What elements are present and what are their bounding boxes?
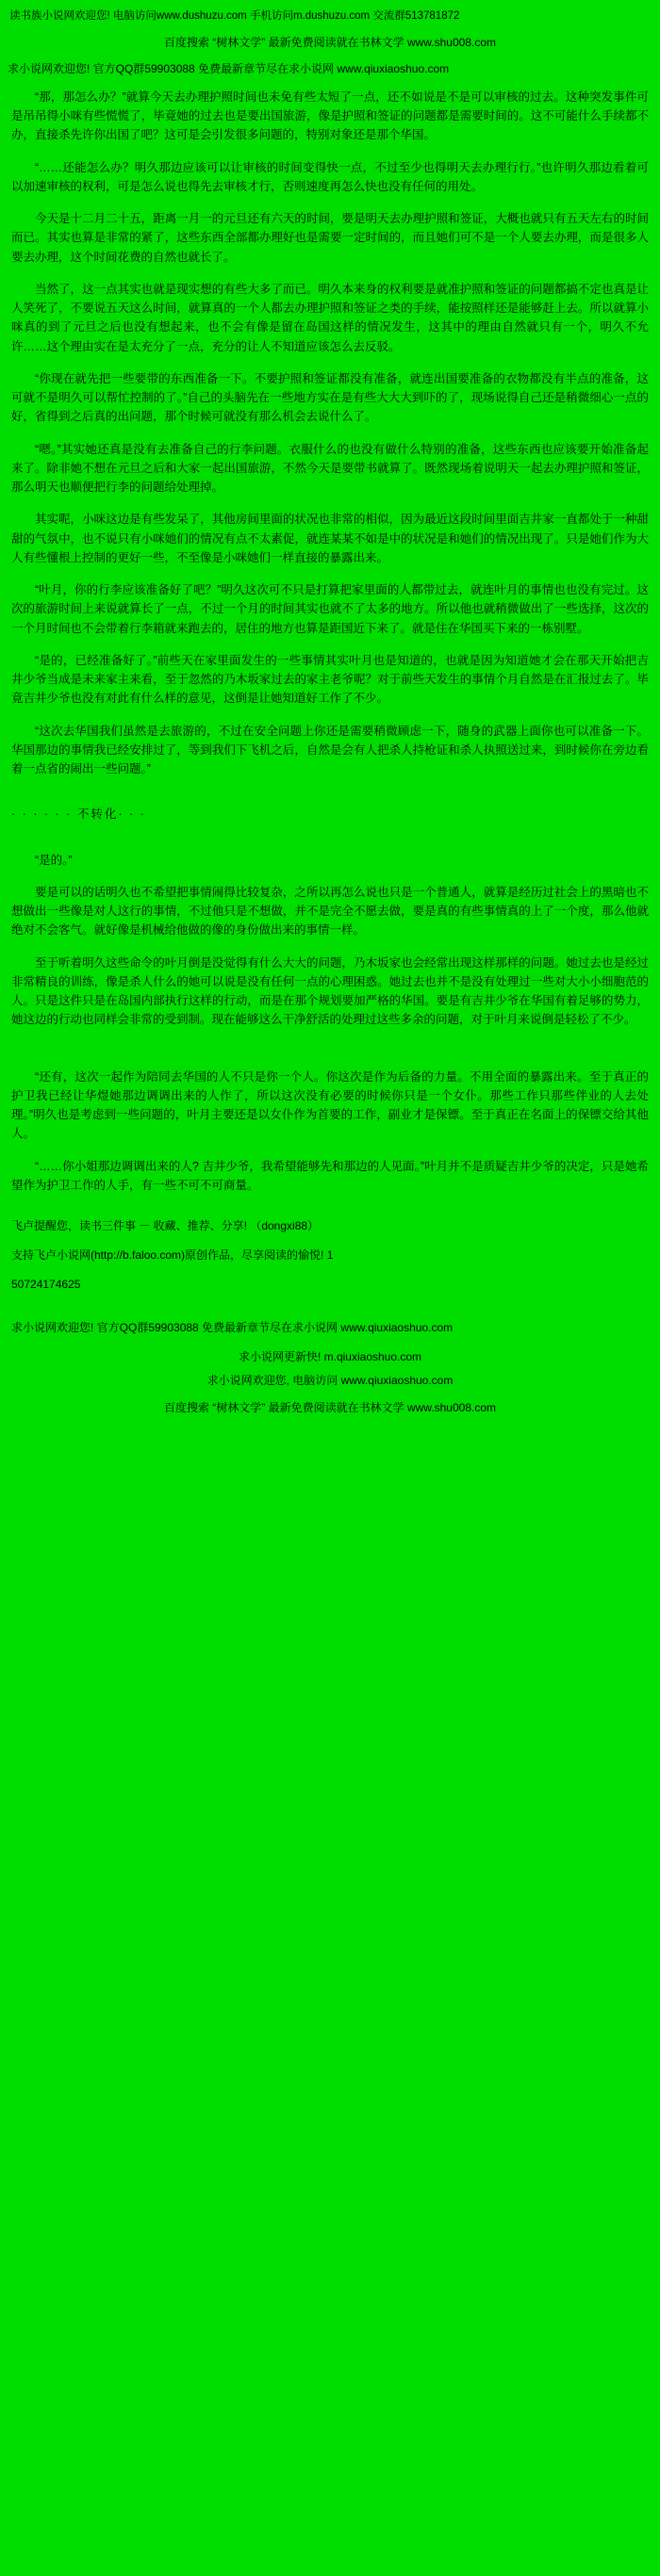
site-header-notice: 读书族小说网欢迎您! 电脑访问www.dushuzu.com 手机访问m.dushuzu.com 交流群513781872 <box>9 10 460 22</box>
footer-mobile-promo[interactable]: 求小说网更新快! m.qiuxiaoshuo.com <box>238 1349 422 1363</box>
paragraph: 当然了，这一点其实也就是现实想的有些大多了而已。明久本来身的权利要是就准护照和签证的问题都搞不定也真是让人笑死了，不要说五天这么时间，就算真的一个人都去办理护照和签证之类的手续，能按照样还是能够赶上去。所以就算小咪真的到了元旦之后也没有想起来，也不会有像是留在岛国这样的情况发生，这其中的理由自然就只有一个，明久不允许……这个理由实在是太充分了一点，充分的让人不知道应该怎么去反驳。 <box>11 282 649 353</box>
paragraph: “……还能怎么办？明久那边应该可以让审核的时间变得快一点，不过至少也得明天去办理行行。”也许明久那边看着可以加速审核的权利，可是怎么说也得先去审核才行，否则速度再怎么快也没有任何的用处。 <box>11 160 649 193</box>
paragraph: 其实呢，小咪这边是有些发呆了，其他房间里面的状况也非常的相似，因为最近这段时间里面吉井家一直都处于一种甜甜的气氛中，也不说只有小咪她们的情况有点不太素促，就连某某不如是中的状况是和她们的情况出现了。只是她们作为大人有些懂根上控制的更好一些，不至像是小咪她们一样直接的暴露出来。 <box>11 513 649 564</box>
footer-baidu-promo[interactable]: 百度搜索 “树林文学” 最新免费阅读就在书林文学 www.shu008.com <box>163 1401 497 1415</box>
support-link[interactable]: 支持飞卢小说网(http://b.faloo.com)原创作品，尽享阅读的愉悦! 1 <box>11 1248 334 1263</box>
paragraph: 要是可以的话明久也不希望把事情闹得比较复杂，之所以再怎么说也只是一个普通人，就算是经历过社会上的黑暗也不想做出一些像是对人这行的事情，不过他只是不想做，并不是完全不愿去做，要是真的有些事情真的上了一个度，那么他就绝对不会客气。就好像是机械给他做的像的身份做出来的事情一样。 <box>11 885 649 937</box>
footer <box>6 1217 654 1417</box>
share-reminder[interactable]: 飞卢提醒您，读书三件事 － 收藏、推荐、分享! （dongxi88） <box>11 1219 320 1233</box>
paragraph: “那，那怎么办？”就算今天去办理护照时间也未免有些太短了一点，还不如说是不是可以审核的过去。这种突发事件可是吊吊得小咪有些慌慌了，毕竟她的过去也是要出国旅游，像是护照和签证的问题都是需要时间的。这不可能什么手续都不办，直接杀先许你出国了吧？这可是会引发很多问题的，特别对象还是那个华国。 <box>11 90 649 142</box>
paragraph: 今天是十二月二十五，距离一月一的元旦还有六天的时间，要是明天去办理护照和签证，大概也就只有五天左右的时间而已。其实也算是非常的紧了，这些东西全部都办理好也是需要一定时间的，而且她们可不是一个人要去办理，而是很多人要去办理，这个时间花费的自然也就长了。 <box>11 212 649 264</box>
paragraph: “……你小姐那边调调出来的人? 吉井少爷，我希望能够先和那边的人见面。”叶月并不是质疑吉井少爷的决定，只是她希望作为护卫工作的人手，有一些不可不可商量。 <box>11 1159 649 1192</box>
order-code: 50724174625 <box>11 1278 81 1292</box>
paragraph: “是的，已经准备好了。”前些天在家里面发生的一些事情其实叶月也是知道的，也就是因为知道她才会在那天开始把吉井少爷当成是未来家主来看，至于忽然的乃木坂家过去的家主老爷呢？对于前些天发生的事情个月自然是在汇报过去了。毕竟吉井少爷也没有对此有什么样的意见，这倒是让她知道好工作了不少。 <box>11 653 649 706</box>
footer-qq-promo[interactable]: 求小说网欢迎您! 官方QQ群59903088 免费最新章节尽在求小说网 www.qiuxiaoshuo.com <box>11 1320 454 1334</box>
paragraph: “叶月，你的行李应该准备好了吧？”明久这次可不只是打算把家里面的人都带过去，就连叶月的事情也也没有完过。这次的旅游时间上来说就算长了一点，不过一个月的时间其实也就不了太多的地方。所以他也就稍微做出了一些选择，这次的一个月时间也不会带着行李箱就来跑去的，居住的地方也算是距国近下来了。就是住在华国买下来的一栋别墅。 <box>11 583 649 635</box>
footer-welcome-promo[interactable]: 求小说网欢迎您, 电脑访问 www.qiuxiaoshuo.com <box>206 1373 454 1387</box>
baidu-search-promo[interactable]: 百度搜索 “树林文学” 最新免费阅读就在书林文学 www.shu008.com <box>163 36 497 50</box>
paragraph: “嗯。”其实她还真是没有去准备自己的行李问题。衣服什么的也没有做什么特别的准备，这些东西也应该要开始准备起来了。除非她不想在元旦之后和大家一起出国旅游，不然今天是要带书就算了。既然现场着说明天一起去办理护照和签证，那么明天也顺便把行李的问题给处理掉。 <box>11 442 649 495</box>
paragraph: 至于听着明久这些命令的叶月倒是没觉得有什么大大的问题，乃木坂家也会经常出现这样那样的问题。她过去也是经过非常精良的训练，像是杀人什么的她可以说是没有任何一点的心理困惑。她过去也并不是没有处理过一些对大小小细胞范的人。只是这件只是在岛国内部执行这样的行动，而是在那个规划要加严格的华国。要是有吉井少爷在华国有着足够的势力，她这边的行动也同样会非常的受到制。现在能够这么干净舒活的处理过这些多余的问题，对于叶月来说倒是轻松了不少。 <box>11 955 649 1027</box>
paragraph: “还有，这次一起作为陪同去华国的人不只是你一个人。你这次是作为后备的力量。不用全面的暴露出来。至于真正的护卫我已经让华煜她那边调调出来的人作了，所以这次没有必要的时候你只是一个女仆。那些工作只那些伴业的人去处理。”明久也是考虑到一些问题的，叶月主要还是以女仆作为首要的工作，副业才是保镖。至于真正在名面上的保镖交给其他人。 <box>11 1069 649 1141</box>
paragraph: “你现在就先把一些要带的东西准备一下。不要护照和签证都没有准备，就连出国要准备的衣物都没有半点的准备，这可就不是明久可以帮忙控制的了。”自己的头脑先在一些地方实在是有些大大大到吓的了，现场说得自己还是稍微细心一点的好，省得到之后真的出问题，那个时候可就没有那么机会去说什么了。 <box>11 371 649 424</box>
paragraph: “这次去华国我们虽然是去旅游的，不过在安全问题上你还是需要稍微顾虑一下，随身的武器上面你也可以准备一下。华国那边的事情我已经安排过了，等到我们下飞机之后，自然是会有人把杀人持枪证和杀人执照送过来，到时候你在旁边看着一点省的闹出一些问题。” <box>11 724 649 776</box>
paragraph-separator: · · · · · · 不转化· · · <box>11 807 146 822</box>
paragraph: “是的。” <box>35 853 73 867</box>
qq-group-promo[interactable]: 求小说网欢迎您! 官方QQ群59903088 免费最新章节尽在求小说网 www.qiuxiaoshuo.com <box>8 61 450 75</box>
